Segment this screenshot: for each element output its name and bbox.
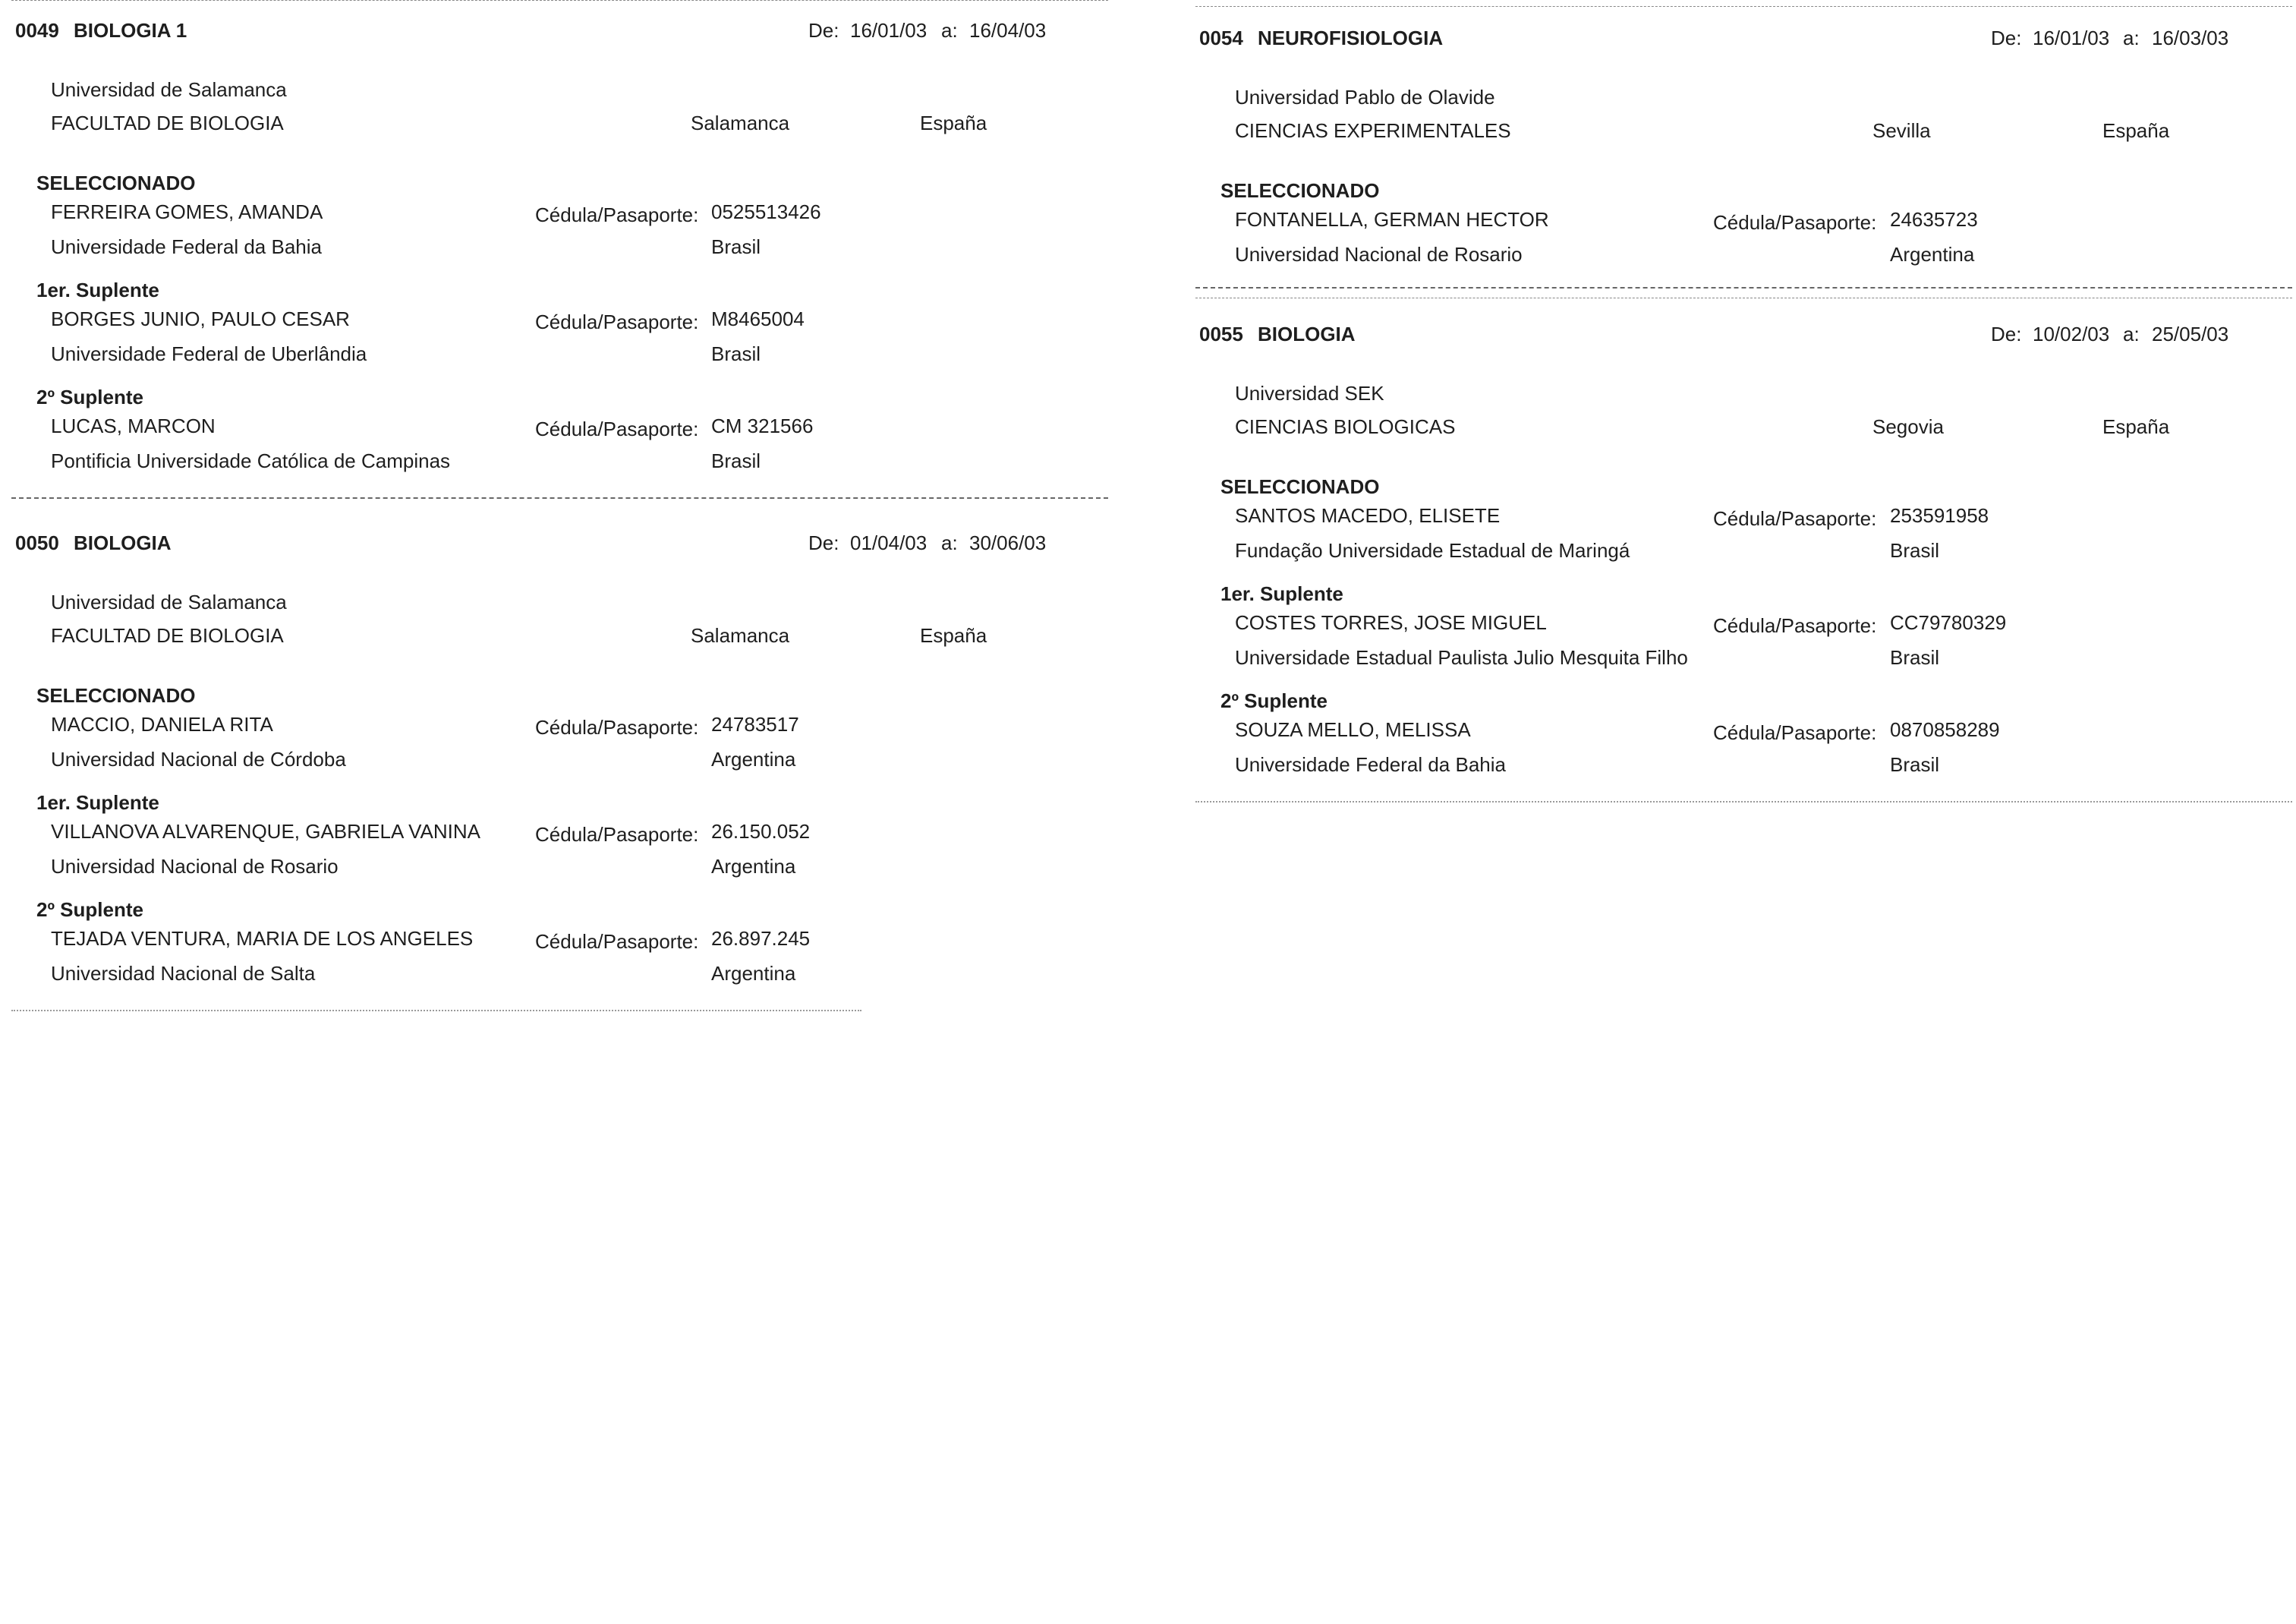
id-label: Cédula/Pasaporte:	[1713, 614, 1877, 637]
candidate-name: COSTES TORRES, JOSE MIGUEL	[1235, 611, 1547, 634]
candidate-role: 2º Suplente	[36, 898, 143, 921]
candidate-id: 0525513426	[711, 200, 821, 223]
host-faculty: CIENCIAS EXPERIMENTALES	[1235, 119, 1511, 142]
candidate-id: 24635723	[1890, 208, 1978, 231]
bottom-rule	[11, 1010, 861, 1011]
candidate-university: Pontificia Universidade Católica de Campinas	[51, 449, 451, 472]
candidate-country: Brasil	[1890, 539, 1940, 562]
date-from-label: De:	[1991, 27, 2022, 49]
date-to: 25/05/03	[2152, 323, 2229, 345]
bottom-rule	[1195, 801, 2292, 803]
candidate-name: FERREIRA GOMES, AMANDA	[51, 200, 323, 223]
candidate-university: Universidad Nacional de Rosario	[1235, 243, 1523, 266]
host-faculty: FACULTAD DE BIOLOGIA	[51, 624, 284, 647]
id-label: Cédula/Pasaporte:	[535, 716, 699, 739]
candidate-name: SOUZA MELLO, MELISSA	[1235, 718, 1471, 741]
candidate-role: 2º Suplente	[1220, 689, 1328, 712]
candidate-university: Universidade Federal de Uberlândia	[51, 342, 367, 365]
top-rule	[11, 0, 1108, 1]
candidate-country: Argentina	[711, 962, 796, 985]
top-rule	[1195, 6, 2292, 7]
date-from: 16/01/03	[2033, 27, 2110, 49]
date-to: 16/04/03	[969, 19, 1047, 42]
candidate-id: 0870858289	[1890, 718, 2000, 741]
candidate-university: Universidad Nacional de Córdoba	[51, 748, 346, 771]
date-to-label: a:	[941, 531, 958, 554]
candidate-role: SELECCIONADO	[1220, 179, 1380, 202]
course-code: 0049	[15, 19, 59, 42]
date-to: 30/06/03	[969, 531, 1047, 554]
id-label: Cédula/Pasaporte:	[1713, 211, 1877, 234]
candidate-name: LUCAS, MARCON	[51, 415, 216, 437]
candidate-name: SANTOS MACEDO, ELISETE	[1235, 504, 1501, 527]
candidate-name: TEJADA VENTURA, MARIA DE LOS ANGELES	[51, 927, 474, 950]
host-city: Segovia	[1872, 415, 1944, 438]
candidate-id: CC79780329	[1890, 611, 2007, 634]
date-to-label: a:	[2123, 27, 2140, 49]
candidate-name: FONTANELLA, GERMAN HECTOR	[1235, 208, 1549, 231]
candidate-role: SELECCIONADO	[1220, 475, 1380, 498]
course-block-0049	[11, 0, 1108, 494]
date-from-label: De:	[808, 19, 839, 42]
bottom-rule	[11, 497, 1108, 499]
course-title: BIOLOGIA	[1258, 323, 1356, 345]
candidate-country: Brasil	[1890, 753, 1940, 776]
id-label: Cédula/Pasaporte:	[535, 930, 699, 953]
candidate-name: MACCIO, DANIELA RITA	[51, 713, 273, 736]
host-country: España	[2102, 119, 2170, 142]
candidate-country: Argentina	[1890, 243, 1975, 266]
host-faculty: FACULTAD DE BIOLOGIA	[51, 112, 284, 134]
candidate-id: 26.897.245	[711, 927, 811, 950]
date-from: 01/04/03	[850, 531, 928, 554]
host-faculty: CIENCIAS BIOLOGICAS	[1235, 415, 1456, 438]
candidate-role: 1er. Suplente	[36, 279, 159, 301]
candidate-id: M8465004	[711, 307, 805, 330]
candidate-university: Universidad Nacional de Rosario	[51, 855, 339, 878]
candidate-university: Universidade Federal da Bahia	[1235, 753, 1506, 776]
candidate-university: Universidade Federal da Bahia	[51, 235, 322, 258]
course-block-0055	[1195, 304, 2292, 797]
candidate-country: Brasil	[1890, 646, 1940, 669]
candidate-role: SELECCIONADO	[36, 172, 196, 194]
host-city: Salamanca	[691, 112, 790, 134]
course-block-0050	[11, 512, 1108, 1006]
host-country: España	[920, 112, 987, 134]
course-title: NEUROFISIOLOGIA	[1258, 27, 1444, 49]
date-to-label: a:	[941, 19, 958, 42]
date-from: 10/02/03	[2033, 323, 2110, 345]
host-university: Universidad SEK	[1235, 382, 1384, 405]
candidate-country: Brasil	[711, 235, 761, 258]
date-from-label: De:	[1991, 323, 2022, 345]
id-label: Cédula/Pasaporte:	[535, 311, 699, 333]
date-from-label: De:	[808, 531, 839, 554]
candidate-name: VILLANOVA ALVARENQUE, GABRIELA VANINA	[51, 820, 480, 843]
candidate-country: Argentina	[711, 855, 796, 878]
candidate-id: 26.150.052	[711, 820, 811, 843]
host-country: España	[920, 624, 987, 647]
bottom-rule	[1195, 287, 2292, 289]
host-university: Universidad de Salamanca	[51, 591, 287, 613]
candidate-name: BORGES JUNIO, PAULO CESAR	[51, 307, 350, 330]
candidate-role: 1er. Suplente	[36, 791, 159, 814]
course-code: 0050	[15, 531, 59, 554]
host-city: Salamanca	[691, 624, 790, 647]
candidate-country: Argentina	[711, 748, 796, 771]
course-code: 0054	[1199, 27, 1243, 49]
course-code: 0055	[1199, 323, 1243, 345]
host-city: Sevilla	[1872, 119, 1931, 142]
candidate-id: 253591958	[1890, 504, 1989, 527]
course-title: BIOLOGIA	[74, 531, 172, 554]
date-to-label: a:	[2123, 323, 2140, 345]
id-label: Cédula/Pasaporte:	[1713, 507, 1877, 530]
course-title: BIOLOGIA 1	[74, 19, 187, 42]
candidate-university: Universidad Nacional de Salta	[51, 962, 316, 985]
candidate-country: Brasil	[711, 342, 761, 365]
candidate-role: SELECCIONADO	[36, 684, 196, 707]
host-country: España	[2102, 415, 2170, 438]
candidate-role: 2º Suplente	[36, 386, 143, 408]
id-label: Cédula/Pasaporte:	[535, 203, 699, 226]
candidate-university: Fundação Universidade Estadual de Maringá	[1235, 539, 1630, 562]
candidate-country: Brasil	[711, 449, 761, 472]
host-university: Universidad de Salamanca	[51, 78, 287, 101]
date-from: 16/01/03	[850, 19, 928, 42]
id-label: Cédula/Pasaporte:	[535, 418, 699, 440]
candidate-role: 1er. Suplente	[1220, 582, 1343, 605]
course-block-0054	[1195, 0, 2292, 304]
candidate-id: 24783517	[711, 713, 799, 736]
candidate-university: Universidade Estadual Paulista Julio Mesquita Filho	[1235, 646, 1688, 669]
host-university: Universidad Pablo de Olavide	[1235, 86, 1495, 109]
id-label: Cédula/Pasaporte:	[1713, 721, 1877, 744]
candidate-id: CM 321566	[711, 415, 814, 437]
date-to: 16/03/03	[2152, 27, 2229, 49]
id-label: Cédula/Pasaporte:	[535, 823, 699, 846]
